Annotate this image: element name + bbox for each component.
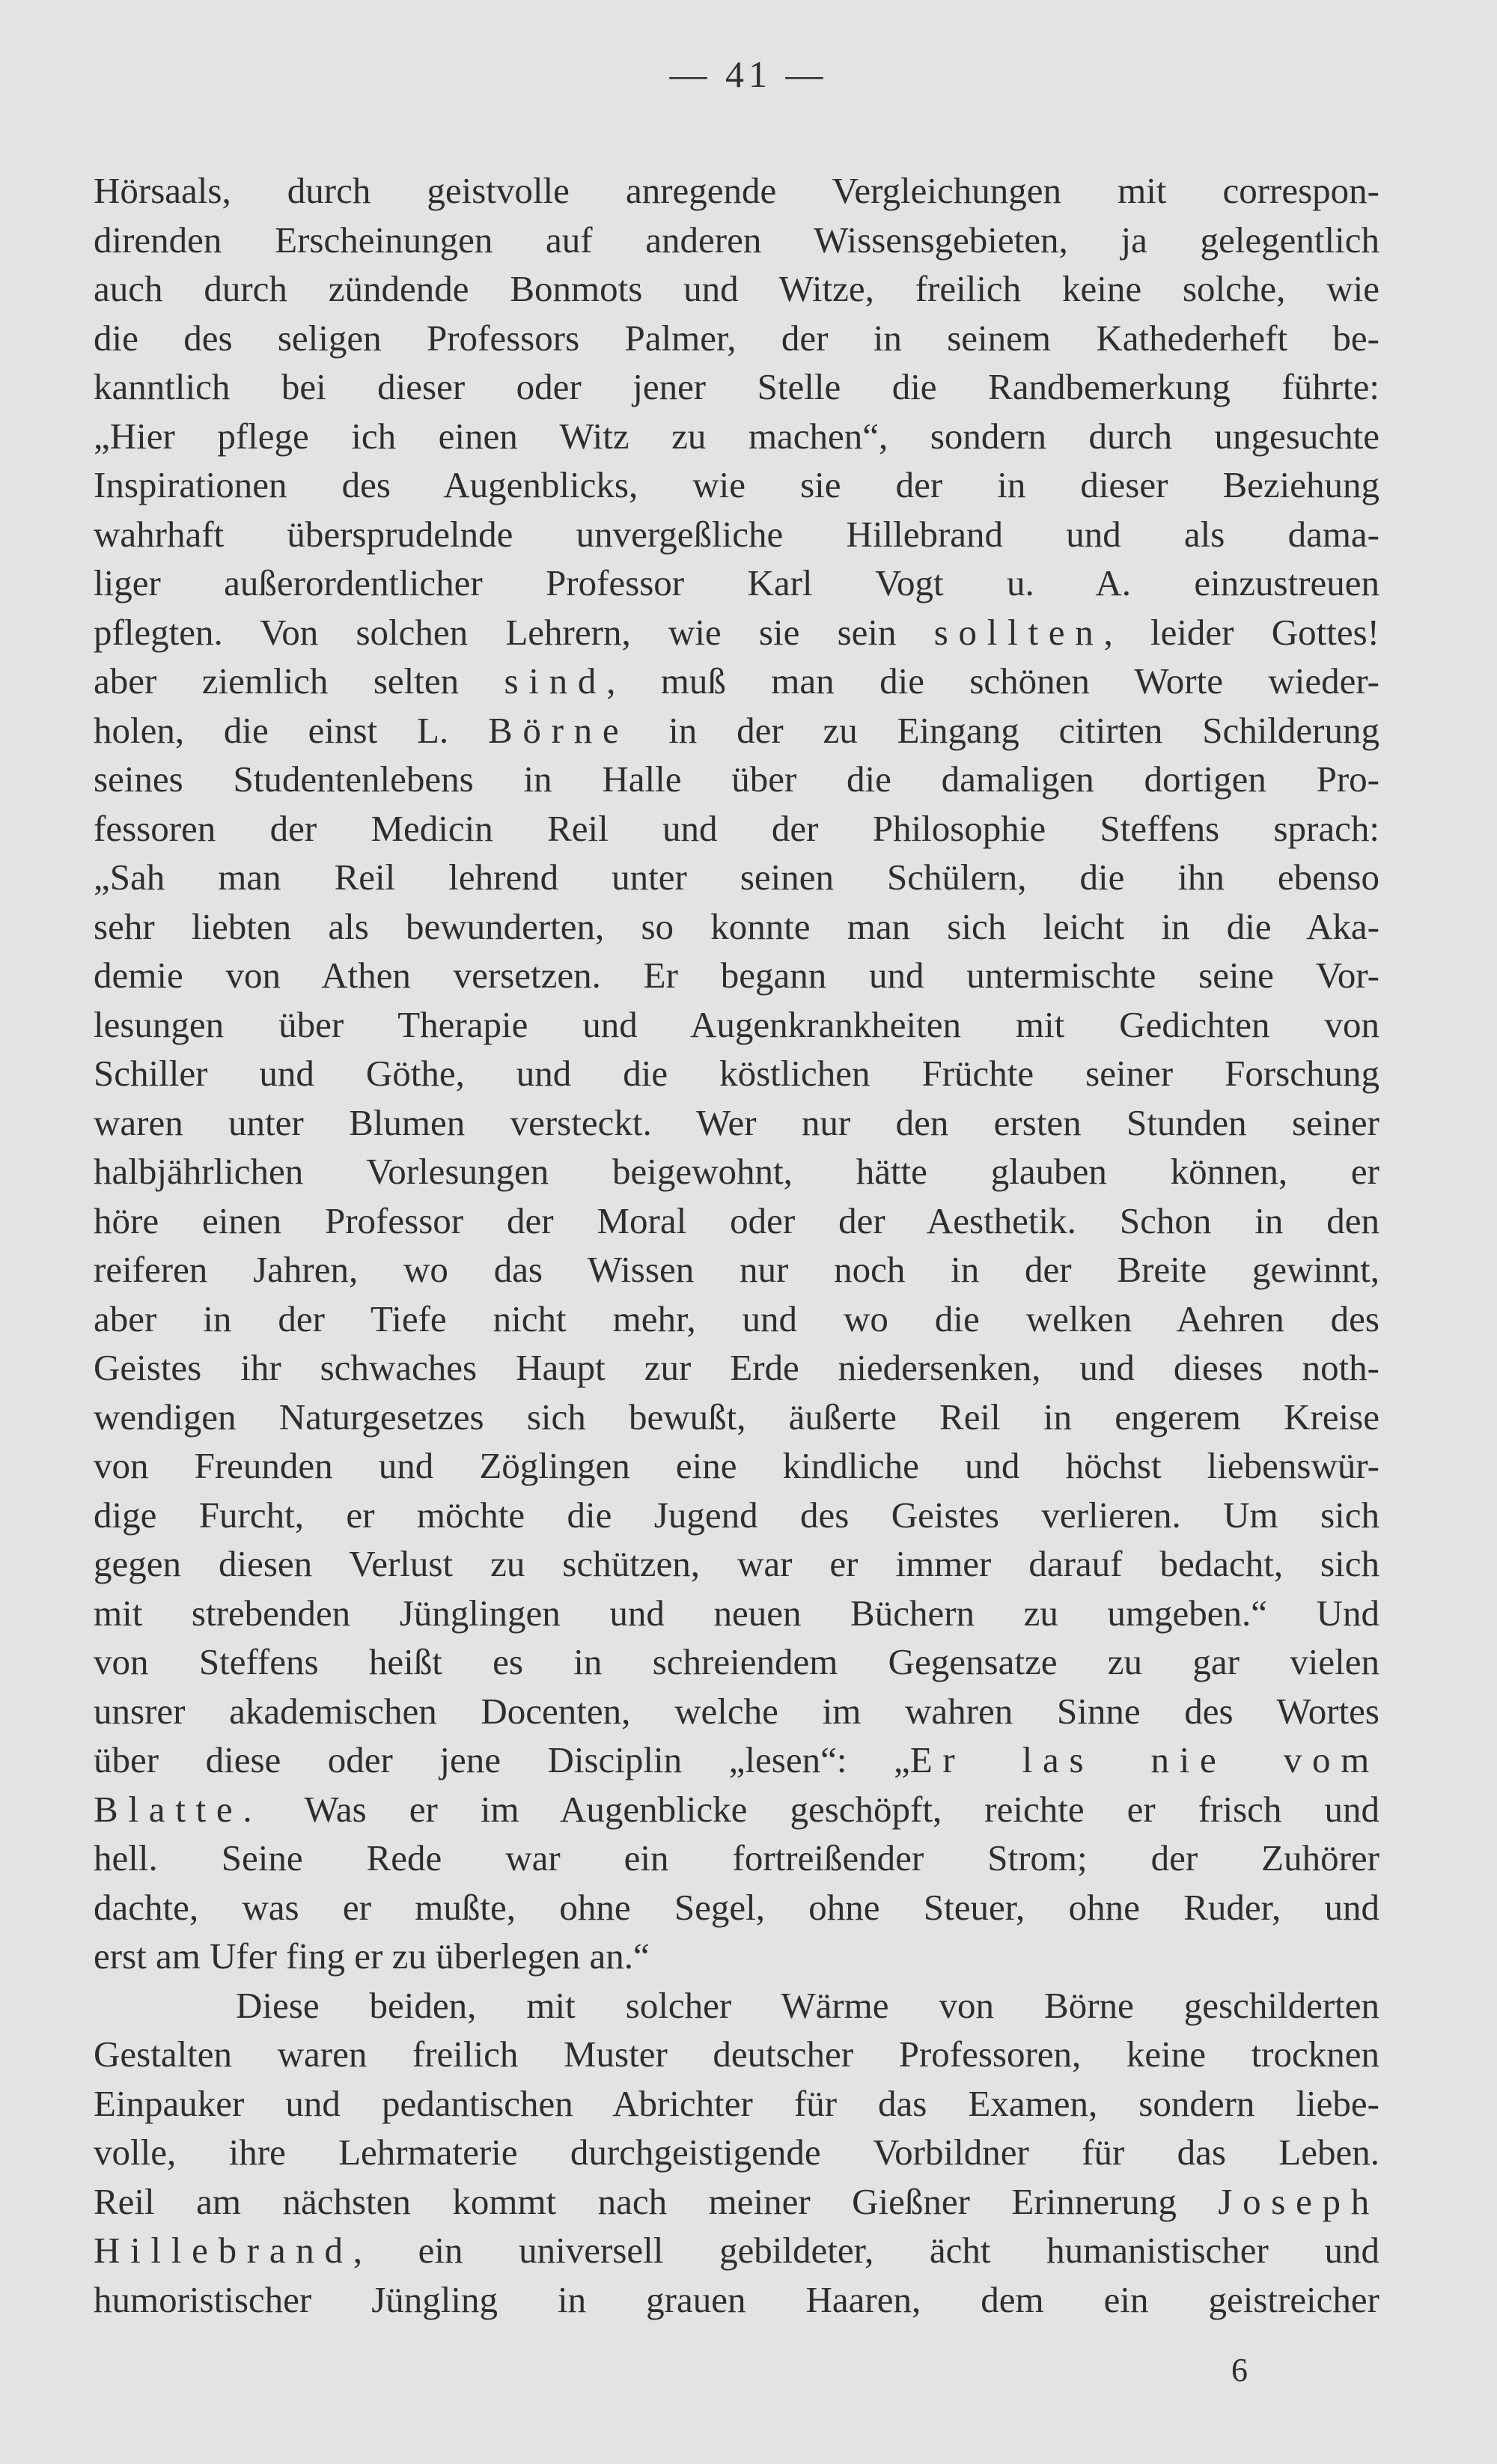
text-line <box>94 706 1379 755</box>
text-line <box>94 2128 1379 2177</box>
text-line <box>94 1932 1379 1981</box>
text-line <box>94 1785 1379 1834</box>
text-segment: , leider Gottes! <box>1103 611 1379 653</box>
text-line <box>94 166 1379 216</box>
text-segment: dige Furcht, er möchte die Jugend des Geistes verlieren. Um sich <box>94 1494 1379 1536</box>
text-line <box>94 460 1379 510</box>
text-segment: erst am Ufer fing er zu überlegen an.“ <box>94 1935 650 1977</box>
text-segment: von Steffens heißt es in schreiendem Gegensatze zu gar vielen <box>94 1641 1379 1682</box>
text-segment: , muß man die schönen Worte wieder- <box>606 660 1379 702</box>
text-segment: direnden Erscheinungen auf anderen Wissensgebieten, ja gelegentlich <box>94 219 1379 261</box>
spaced-emphasis-text: sind <box>504 660 607 702</box>
text-segment: , ein universell gebildeter, ächt humanistischer und <box>353 2230 1379 2271</box>
text-line <box>94 510 1379 559</box>
text-segment: Geistes ihr schwaches Haupt zur Erde niedersenken, und dieses noth- <box>94 1347 1379 1388</box>
text-line <box>94 1441 1379 1491</box>
text-line <box>94 2030 1379 2079</box>
text-segment: holen, die einst L. <box>94 709 488 751</box>
text-segment: humoristischer Jüngling in grauen Haaren, dem ein geistreicher <box>94 2278 1379 2320</box>
text-segment: liger außerordentlicher Professor Karl Vogt u. A. einzustreuen <box>94 562 1379 603</box>
text-segment: unsrer akademischen Docenten, welche im wahren Sinne des Wortes <box>94 1690 1379 1732</box>
text-segment: Hörsaals, durch geistvolle anregende Vergleichungen mit correspon- <box>94 170 1379 211</box>
text-segment: pflegten. Von solchen Lehrern, wie sie sein <box>94 611 934 653</box>
text-line <box>94 1637 1379 1687</box>
spaced-emphasis-text: Er las nie vom <box>909 1739 1379 1780</box>
text-segment: sehr liebten als bewunderten, so konnte man sich leicht in die Aka- <box>94 905 1379 947</box>
text-line <box>94 951 1379 1000</box>
text-line <box>94 1196 1379 1246</box>
text-segment: Was er im Augenblicke geschöpft, reichte er frisch und <box>262 1788 1379 1830</box>
text-segment: volle, ihre Lehrmaterie durchgeistigende Vorbildner für das Leben. <box>94 2132 1379 2173</box>
text-line <box>94 264 1379 314</box>
text-line <box>94 1736 1379 1785</box>
text-line <box>94 1000 1379 1050</box>
text-line <box>94 1834 1379 1883</box>
text-line <box>94 608 1379 657</box>
text-segment: halbjährlichen Vorlesungen beigewohnt, hätte glauben können, er <box>94 1151 1379 1192</box>
text-line <box>94 1589 1379 1638</box>
text-segment: waren unter Blumen versteckt. Wer nur den ersten Stunden seiner <box>94 1101 1379 1143</box>
spaced-emphasis-text: sollten <box>933 611 1104 653</box>
text-line <box>94 1393 1379 1442</box>
text-line <box>94 1098 1379 1148</box>
text-segment: die des seligen Professors Palmer, der in seinem Kathederheft be- <box>94 317 1379 359</box>
text-segment: Gestalten waren freilich Muster deutscher Professoren, keine trocknen <box>94 2033 1379 2075</box>
text-segment: Inspirationen des Augenblicks, wie sie der in dieser Beziehung <box>94 464 1379 505</box>
text-line <box>94 362 1379 412</box>
text-segment: Schiller und Göthe, und die köstlichen Früchte seiner Forschung <box>94 1053 1379 1094</box>
spaced-emphasis-text: Hillebrand <box>94 2230 353 2271</box>
text-segment: „Hier pflege ich einen Witz zu machen“, sondern durch ungesuchte <box>94 415 1379 457</box>
text-segment: über diese oder jene Disciplin „lesen“: „ <box>94 1739 910 1780</box>
text-segment: in der zu Eingang citirten Schilderung <box>629 709 1379 751</box>
text-line <box>94 1343 1379 1393</box>
text-line <box>94 1295 1379 1344</box>
text-segment: wahrhaft übersprudelnde unvergeßliche Hillebrand und als dama- <box>94 513 1379 555</box>
body-text <box>94 166 1379 2324</box>
text-line <box>94 2226 1379 2275</box>
text-line <box>94 902 1379 952</box>
page-number-header: — 41 — <box>669 53 828 95</box>
text-segment: gegen diesen Verlust zu schützen, war er immer darauf bedacht, sich <box>94 1543 1379 1584</box>
text-line <box>94 1147 1379 1196</box>
text-segment: fessoren der Medicin Reil und der Philosophie Steffens sprach: <box>94 807 1379 849</box>
spaced-emphasis-text: Blatte. <box>94 1788 263 1830</box>
text-segment: Reil am nächsten kommt nach meiner Gießner Erinnerung <box>94 2180 1219 2222</box>
text-segment: seines Studentenlebens in Halle über die damaligen dortigen Pro- <box>94 758 1379 800</box>
text-line <box>94 657 1379 706</box>
text-line <box>94 1245 1379 1295</box>
text-segment: hell. Seine Rede war ein fortreißender Strom; der Zuhörer <box>94 1837 1379 1879</box>
text-segment: Diese beiden, mit solcher Wärme von Börne geschilderten <box>236 1984 1379 2026</box>
text-segment: Einpauker und pedantischen Abrichter für das Examen, sondern liebe- <box>94 2082 1379 2124</box>
text-segment: lesungen über Therapie und Augenkrankheiten mit Gedichten von <box>94 1003 1379 1045</box>
text-segment: aber ziemlich selten <box>94 660 504 702</box>
text-segment: kanntlich bei dieser oder jener Stelle die Randbemerkung führte: <box>94 366 1379 407</box>
text-segment: von Freunden und Zöglingen eine kindliche und höchst liebenswür- <box>94 1445 1379 1486</box>
text-segment: „Sah man Reil lehrend unter seinen Schülern, die ihn ebenso <box>94 857 1379 898</box>
text-line <box>94 559 1379 608</box>
signature-mark: 6 <box>1231 2352 1248 2388</box>
text-line <box>94 216 1379 265</box>
text-segment: reiferen Jahren, wo das Wissen nur noch in der Breite gewinnt, <box>94 1249 1379 1290</box>
text-line <box>94 755 1379 804</box>
text-line <box>94 1049 1379 1098</box>
text-segment: auch durch zündende Bonmots und Witze, freilich keine solche, wie <box>94 268 1379 309</box>
text-segment: aber in der Tiefe nicht mehr, und wo die welken Aehren des <box>94 1298 1379 1339</box>
text-line <box>94 1981 1379 2030</box>
text-line <box>94 2275 1379 2325</box>
text-segment: wendigen Naturgesetzes sich bewußt, äußerte Reil in engerem Kreise <box>94 1396 1379 1438</box>
text-line <box>94 1491 1379 1540</box>
text-line <box>94 2177 1379 2227</box>
text-line <box>94 1687 1379 1736</box>
spaced-emphasis-text: Börne <box>487 709 629 751</box>
text-line <box>94 2079 1379 2129</box>
text-line <box>94 1539 1379 1589</box>
text-line <box>94 804 1379 854</box>
text-line <box>94 1883 1379 1932</box>
text-line <box>94 853 1379 902</box>
text-line <box>94 314 1379 363</box>
text-segment: demie von Athen versetzen. Er begann und untermischte seine Vor- <box>94 955 1379 996</box>
text-segment: dachte, was er mußte, ohne Segel, ohne Steuer, ohne Ruder, und <box>94 1886 1379 1928</box>
text-line <box>94 412 1379 461</box>
spaced-emphasis-text: Joseph <box>1218 2180 1379 2222</box>
text-segment: mit strebenden Jünglingen und neuen Büchern zu umgeben.“ Und <box>94 1592 1379 1634</box>
text-segment: höre einen Professor der Moral oder der Aesthetik. Schon in den <box>94 1199 1379 1241</box>
